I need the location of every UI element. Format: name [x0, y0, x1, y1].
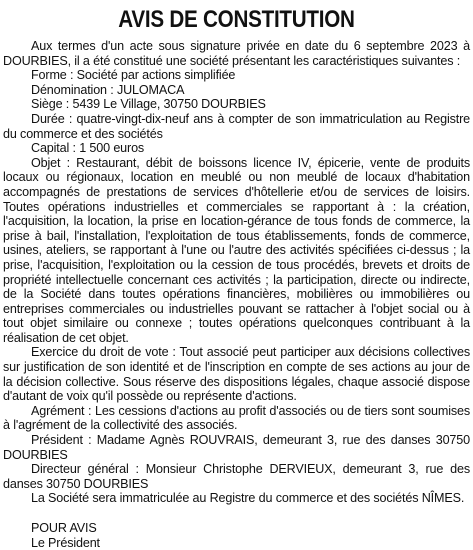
notice-title: AVIS DE CONSTITUTION [118, 6, 355, 33]
siege-line: Siège : 5439 Le Village, 30750 DOURBIES [31, 97, 266, 112]
agrement-paragraph: Agrément : Les cessions d'actions au profit d'associés ou de tiers sont soumises à l'agrément de la collectivité des associés. [3, 403, 470, 433]
duree-paragraph: Durée : quatre-vingt-dix-neuf ans à compter de son immatriculation au Registre du commerce et des sociétés [3, 111, 470, 141]
signature-president: Le Président [31, 535, 100, 550]
vote-paragraph: Exercice du droit de vote : Tout associé peut participer aux décisions collectives sur justification de son identité et de l'inscription en compte de ses actions au jour de la décision collective. Sous réserve des dispositions légales, chaque associé dispose d'autant de voix qu'il possède ou représente d'actions. [3, 345, 470, 404]
immatriculation-line: La Société sera immatriculée au Registre du commerce et des sociétés NÎMES. [31, 491, 465, 506]
objet-paragraph: Objet : Restaurant, débit de boissons licence IV, épicerie, vente de produits locaux ou régionaux, location en meublé ou non meublé de locaux d'habitation accompagnés de prestations de services d'hôtellerie et/ou de services de loisirs. Toutes opérations industrielles et commerciales se rapportant à : la création, l'acquisition, la location, la prise en location-gérance de tous fonds de commerce, la prise à bail, l'installation, l'exploitation de tous établissements, fonds de commerce, usines, ateliers, se rapportant à l'une ou l'autre des activités spécifiées ci-dessus ; la prise, l'acquisition, l'exploitation ou la cession de tous procédés, brevets et droits de propriété intellectuelle concernant ces activités ; la participation, directe ou indirecte, de la Société dans toutes opérations financières, mobilières ou immobilières ou entreprises commerciales ou industrielles pouvant se rattacher à l'objet social ou à tout objet similaire ou connexe ; toutes opérations quelconques contribuant à la réalisation de cet objet. [3, 155, 470, 345]
spacer [3, 506, 470, 521]
forme-line: Forme : Société par actions simplifiée [31, 68, 236, 83]
intro-paragraph: Aux termes d'un acte sous signature privée en date du 6 septembre 2023 à DOURBIES, il a été constitué une société présentant les caractéristiques suivantes : [3, 39, 470, 68]
directeur-paragraph: Directeur général : Monsieur Christophe DERVIEUX, demeurant 3, rue des danses 30750 DOURBIES [3, 462, 470, 491]
legal-notice [3, 5, 470, 550]
president-paragraph: Président : Madame Agnès ROUVRAIS, demeurant 3, rue des danses 30750 DOURBIES [3, 433, 470, 462]
denomination-line: Dénomination : JULOMACA [31, 82, 185, 97]
notice-body [3, 39, 470, 550]
capital-line: Capital : 1 500 euros [31, 141, 145, 156]
signature-pour-avis: POUR AVIS [31, 521, 97, 535]
